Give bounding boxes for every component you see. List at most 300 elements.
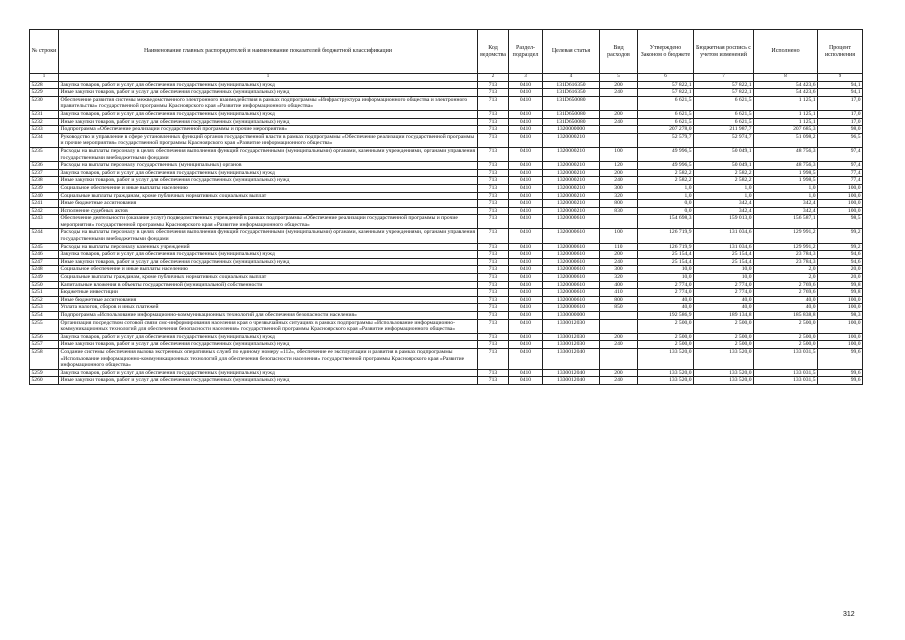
row-executed: 40,0 [754,296,818,304]
table-row [30,96,863,110]
row-target: 1320000210 [543,133,600,147]
row-name: Социальные выплаты гражданам, кроме публичных нормативных социальных выплат [59,274,478,282]
row-dept-code: 713 [478,207,509,215]
row-target: 1330012040 [543,348,600,369]
row-number: 5241 [30,200,59,208]
row-number: 5246 [30,251,59,259]
row-number: 5253 [30,304,59,312]
row-approved: 2 774,0 [638,281,694,289]
row-percent: 94,6 [818,258,863,266]
row-executed: 185 838,8 [754,312,818,320]
row-section: 0410 [509,348,543,369]
row-number: 5250 [30,281,59,289]
row-executed: 48 756,3 [754,162,818,170]
row-name: Закупка товаров, работ и услуг для обеспечения государственных (муниципальных) нужд [59,110,478,118]
row-roll: 6 621,5 [694,118,754,126]
row-approved: 207 278,0 [638,126,694,134]
header-percent: Процент исполнения [818,30,863,74]
row-target: 131D650080 [543,110,600,118]
row-exp-type: 320 [600,192,638,200]
row-name: Закупка товаров, работ и услуг для обеспечения государственных (муниципальных) нужд [59,369,478,377]
header-executed: Исполнено [754,30,818,74]
table-row [30,207,863,215]
row-exp-type: 200 [600,251,638,259]
page-number: 312 [843,611,855,618]
row-dept-code: 713 [478,333,509,341]
row-section: 0410 [509,289,543,297]
table-row [30,333,863,341]
row-exp-type [600,319,638,333]
row-number: 5258 [30,348,59,369]
row-dept-code: 713 [478,162,509,170]
row-executed: 1,0 [754,192,818,200]
row-roll: 133 520,0 [694,348,754,369]
row-executed: 54 423,6 [754,81,818,89]
row-percent: 100,0 [818,319,863,333]
row-number: 5256 [30,333,59,341]
row-percent: 17,0 [818,110,863,118]
row-roll: 2 582,2 [694,169,754,177]
row-name: Расходы на выплаты персоналу в целях обеспечения выполнения функций государственными (муниципальными) органами, казенными учреждениями, органами управления государственными внебюджетными фондами [59,229,478,243]
row-target: 1320000210 [543,184,600,192]
row-approved: 2 500,0 [638,341,694,349]
row-percent: 97,4 [818,162,863,170]
row-roll: 133 520,0 [694,369,754,377]
row-executed: 1,0 [754,184,818,192]
table-row [30,200,863,208]
row-roll: 189 134,8 [694,312,754,320]
row-target: 1320000210 [543,177,600,185]
row-exp-type: 400 [600,281,638,289]
table-row [30,81,863,89]
row-target: 1330012030 [543,319,600,333]
row-percent: 98,0 [818,126,863,134]
row-approved: 0,0 [638,207,694,215]
row-executed: 1 125,1 [754,96,818,110]
row-exp-type: 410 [600,289,638,297]
header-name: Наименование главных распорядителей и наименование показателей бюджетной классификации [59,30,478,74]
row-name: Бюджетные инвестиции [59,289,478,297]
row-executed: 40,0 [754,304,818,312]
row-executed: 133 031,5 [754,369,818,377]
row-percent: 94,1 [818,89,863,97]
row-approved: 2 500,0 [638,319,694,333]
row-name: Подпрограмма «Обеспечение реализации государственной программы и прочие мероприятия» [59,126,478,134]
row-percent: 77,4 [818,169,863,177]
row-percent: 17,0 [818,118,863,126]
table-row [30,341,863,349]
row-executed: 342,4 [754,200,818,208]
row-section: 0410 [509,184,543,192]
row-roll: 2 500,0 [694,333,754,341]
row-percent: 96,5 [818,133,863,147]
row-percent: 99,8 [818,289,863,297]
row-target: 1320000610 [543,304,600,312]
table-row [30,177,863,185]
col-number: 4 [543,74,600,82]
header-target: Целевая статья [543,30,600,74]
row-dept-code: 713 [478,177,509,185]
row-exp-type: 200 [600,81,638,89]
row-dept-code: 713 [478,377,509,385]
row-approved: 2 582,2 [638,169,694,177]
row-section: 0410 [509,207,543,215]
row-name: Социальное обеспечение и иные выплаты населению [59,184,478,192]
row-target: 1320000610 [543,289,600,297]
row-section: 0410 [509,243,543,251]
row-executed: 1 125,1 [754,110,818,118]
row-section: 0410 [509,369,543,377]
row-section: 0410 [509,304,543,312]
row-dept-code: 713 [478,96,509,110]
row-approved: 0,0 [638,200,694,208]
row-section: 0410 [509,281,543,289]
row-target: 1320000610 [543,266,600,274]
table-row [30,147,863,161]
row-roll: 211 987,7 [694,126,754,134]
table-row [30,192,863,200]
row-approved: 2 500,0 [638,333,694,341]
row-executed: 54 423,6 [754,89,818,97]
row-exp-type [600,312,638,320]
row-dept-code: 713 [478,289,509,297]
row-percent: 20,0 [818,266,863,274]
row-executed: 2,0 [754,266,818,274]
row-number: 5251 [30,289,59,297]
row-number: 5260 [30,377,59,385]
col-number: 6 [638,74,694,82]
row-exp-type: 120 [600,162,638,170]
row-target: 1320000610 [543,251,600,259]
row-number: 5255 [30,319,59,333]
row-name: Исполнение судебных актов [59,207,478,215]
row-roll: 342,4 [694,200,754,208]
row-executed: 48 756,3 [754,147,818,161]
row-exp-type: 800 [600,200,638,208]
col-number: 8 [754,74,818,82]
row-executed: 23 784,3 [754,258,818,266]
row-exp-type [600,126,638,134]
row-approved: 126 719,9 [638,243,694,251]
row-roll: 6 621,5 [694,110,754,118]
row-section: 0410 [509,215,543,229]
row-name: Иные закупки товаров, работ и услуг для обеспечения государственных (муниципальных) нужд [59,89,478,97]
row-percent: 98,3 [818,312,863,320]
table-row [30,304,863,312]
row-section: 0410 [509,258,543,266]
row-percent: 20,0 [818,274,863,282]
row-roll: 131 034,6 [694,243,754,251]
row-section: 0410 [509,200,543,208]
row-dept-code: 713 [478,319,509,333]
table-row [30,289,863,297]
row-exp-type [600,133,638,147]
col-number: 9 [818,74,863,82]
row-number: 5237 [30,169,59,177]
row-roll: 10,0 [694,266,754,274]
row-number: 5231 [30,110,59,118]
row-dept-code: 713 [478,258,509,266]
row-exp-type: 110 [600,243,638,251]
row-executed: 342,4 [754,207,818,215]
table-row [30,281,863,289]
row-dept-code: 713 [478,251,509,259]
row-approved: 40,0 [638,304,694,312]
row-section: 0410 [509,192,543,200]
row-section: 0410 [509,110,543,118]
row-roll: 2 500,0 [694,319,754,333]
row-section: 0410 [509,118,543,126]
row-approved: 192 586,9 [638,312,694,320]
row-percent: 77,4 [818,177,863,185]
row-number: 5243 [30,215,59,229]
table-row [30,184,863,192]
row-section: 0410 [509,81,543,89]
row-dept-code: 713 [478,281,509,289]
col-number: 1 [59,74,478,82]
row-section: 0410 [509,312,543,320]
row-exp-type: 100 [600,147,638,161]
row-roll: 2 774,0 [694,289,754,297]
row-dept-code: 713 [478,147,509,161]
row-approved: 57 822,1 [638,81,694,89]
header-section: Раздел-подраздел [509,30,543,74]
table-row [30,348,863,369]
row-name: Организация посредством сотовой связи смс-информирования населения края о чрезвычайных ситуациях в рамках подпрограммы «Использование информационно-коммуникационных технологий для обеспечения безопасности населения» государственной программы Красноярского края «Развитие информационного общества» [59,319,478,333]
row-number: 5240 [30,192,59,200]
row-target: 1320000610 [543,215,600,229]
row-number: 5242 [30,207,59,215]
row-executed: 1 998,5 [754,177,818,185]
row-percent: 100,0 [818,341,863,349]
row-name: Капитальные вложения в объекты государственной (муниципальной) собственности [59,281,478,289]
row-exp-type: 320 [600,274,638,282]
table-row [30,243,863,251]
col-number: 2 [478,74,509,82]
row-number: 5254 [30,312,59,320]
row-dept-code: 713 [478,341,509,349]
row-roll: 57 822,1 [694,81,754,89]
row-percent: 99,8 [818,281,863,289]
row-roll: 50 049,1 [694,147,754,161]
table-row [30,162,863,170]
table-body [30,81,863,384]
row-name: Социальное обеспечение и иные выплаты населению [59,266,478,274]
row-name: Обеспечение деятельности (оказание услуг) подведомственных учреждений в рамках подпрограммы «Обеспечение реализации государственной программы и прочие мероприятия» государственной программы Красноярского края «Развитие информационного общества» [59,215,478,229]
row-section: 0410 [509,266,543,274]
row-exp-type: 240 [600,118,638,126]
row-target: 1320000210 [543,162,600,170]
row-roll: 133 520,0 [694,377,754,385]
table-row [30,251,863,259]
row-roll: 6 621,5 [694,96,754,110]
table-row [30,296,863,304]
row-name: Иные закупки товаров, работ и услуг для обеспечения государственных (муниципальных) нужд [59,118,478,126]
row-approved: 133 520,0 [638,348,694,369]
row-target: 131D616350 [543,81,600,89]
row-section: 0410 [509,96,543,110]
row-roll: 2 582,2 [694,177,754,185]
table-row [30,369,863,377]
row-roll: 2 774,0 [694,281,754,289]
row-roll: 342,4 [694,207,754,215]
row-dept-code: 713 [478,215,509,229]
row-name: Иные закупки товаров, работ и услуг для обеспечения государственных (муниципальных) нужд [59,341,478,349]
row-percent: 100,0 [818,207,863,215]
row-target: 1330000000 [543,312,600,320]
row-executed: 2,0 [754,274,818,282]
col-number: 3 [509,74,543,82]
row-executed: 129 991,2 [754,229,818,243]
row-dept-code: 713 [478,296,509,304]
row-exp-type: 300 [600,266,638,274]
row-exp-type: 200 [600,169,638,177]
row-roll: 25 154,4 [694,258,754,266]
row-executed: 133 031,5 [754,348,818,369]
row-exp-type: 240 [600,377,638,385]
row-percent: 98,5 [818,215,863,229]
row-approved: 2 774,0 [638,289,694,297]
table-row [30,274,863,282]
row-target: 1320000610 [543,274,600,282]
header-row-no: № строки [30,30,59,74]
row-exp-type: 200 [600,333,638,341]
table-row [30,377,863,385]
row-name: Иные бюджетные ассигнования [59,296,478,304]
row-dept-code: 713 [478,110,509,118]
row-name: Расходы на выплаты персоналу государственных (муниципальных) органов [59,162,478,170]
row-percent: 99,6 [818,377,863,385]
table-row [30,319,863,333]
row-number: 5238 [30,177,59,185]
row-executed: 133 031,5 [754,377,818,385]
row-name: Закупка товаров, работ и услуг для обеспечения государственных (муниципальных) нужд [59,81,478,89]
row-exp-type: 240 [600,341,638,349]
row-target: 1320000210 [543,200,600,208]
table-row [30,118,863,126]
row-roll: 1,0 [694,184,754,192]
row-target: 1320000000 [543,126,600,134]
row-percent: 97,4 [818,147,863,161]
header-exp-type: Вид расходов [600,30,638,74]
row-target: 1330012030 [543,341,600,349]
row-percent: 100,0 [818,333,863,341]
row-dept-code: 713 [478,274,509,282]
row-approved: 25 154,4 [638,251,694,259]
table-row [30,133,863,147]
col-number: 5 [600,74,638,82]
budget-execution-table [29,29,863,385]
row-percent: 100,0 [818,304,863,312]
row-dept-code: 713 [478,192,509,200]
row-percent: 100,0 [818,192,863,200]
row-roll: 10,0 [694,274,754,282]
row-executed: 156 587,1 [754,215,818,229]
row-approved: 52 579,7 [638,133,694,147]
header-roll: Бюджетная роспись с учетом изменений [694,30,754,74]
row-number: 5229 [30,89,59,97]
row-exp-type: 830 [600,207,638,215]
row-roll: 159 013,0 [694,215,754,229]
row-target: 1320000610 [543,258,600,266]
row-executed: 51 098,2 [754,133,818,147]
row-exp-type: 240 [600,177,638,185]
row-roll: 40,0 [694,296,754,304]
row-roll: 131 034,6 [694,229,754,243]
row-roll: 40,0 [694,304,754,312]
row-exp-type: 200 [600,110,638,118]
row-approved: 49 996,5 [638,162,694,170]
row-dept-code: 713 [478,89,509,97]
row-name: Иные закупки товаров, работ и услуг для обеспечения государственных (муниципальных) нужд [59,258,478,266]
row-number: 5230 [30,96,59,110]
row-target: 131D650080 [543,96,600,110]
row-name: Иные бюджетные ассигнования [59,200,478,208]
row-roll: 50 049,1 [694,162,754,170]
row-executed: 23 784,3 [754,251,818,259]
row-section: 0410 [509,169,543,177]
row-approved: 2 582,2 [638,177,694,185]
row-number: 5232 [30,118,59,126]
row-approved: 40,0 [638,296,694,304]
row-section: 0410 [509,89,543,97]
row-executed: 2 769,6 [754,289,818,297]
table-row [30,215,863,229]
row-executed: 129 991,2 [754,243,818,251]
row-approved: 1,0 [638,184,694,192]
row-exp-type: 240 [600,258,638,266]
row-exp-type: 240 [600,89,638,97]
row-section: 0410 [509,274,543,282]
row-percent: 99,2 [818,229,863,243]
row-name: Закупка товаров, работ и услуг для обеспечения государственных (муниципальных) нужд [59,169,478,177]
row-exp-type [600,215,638,229]
row-roll: 1,0 [694,192,754,200]
row-executed: 2 500,0 [754,333,818,341]
row-roll: 52 974,7 [694,133,754,147]
row-approved: 133 520,0 [638,369,694,377]
row-percent: 100,0 [818,184,863,192]
row-name: Иные закупки товаров, работ и услуг для обеспечения государственных (муниципальных) нужд [59,377,478,385]
row-roll: 2 500,0 [694,341,754,349]
row-section: 0410 [509,133,543,147]
row-number: 5247 [30,258,59,266]
row-exp-type: 850 [600,304,638,312]
row-dept-code: 713 [478,312,509,320]
row-dept-code: 713 [478,348,509,369]
row-number: 5244 [30,229,59,243]
table-header [30,30,863,82]
row-number: 5245 [30,243,59,251]
row-section: 0410 [509,341,543,349]
row-section: 0410 [509,377,543,385]
row-target: 1320000610 [543,243,600,251]
row-approved: 6 621,5 [638,118,694,126]
row-section: 0410 [509,333,543,341]
row-approved: 126 719,9 [638,229,694,243]
row-executed: 2 500,0 [754,319,818,333]
row-approved: 10,0 [638,274,694,282]
row-number: 5257 [30,341,59,349]
row-number: 5228 [30,81,59,89]
row-dept-code: 713 [478,169,509,177]
row-number: 5252 [30,296,59,304]
row-executed: 207 685,3 [754,126,818,134]
table-row [30,126,863,134]
row-dept-code: 713 [478,133,509,147]
row-exp-type: 300 [600,184,638,192]
row-dept-code: 713 [478,200,509,208]
